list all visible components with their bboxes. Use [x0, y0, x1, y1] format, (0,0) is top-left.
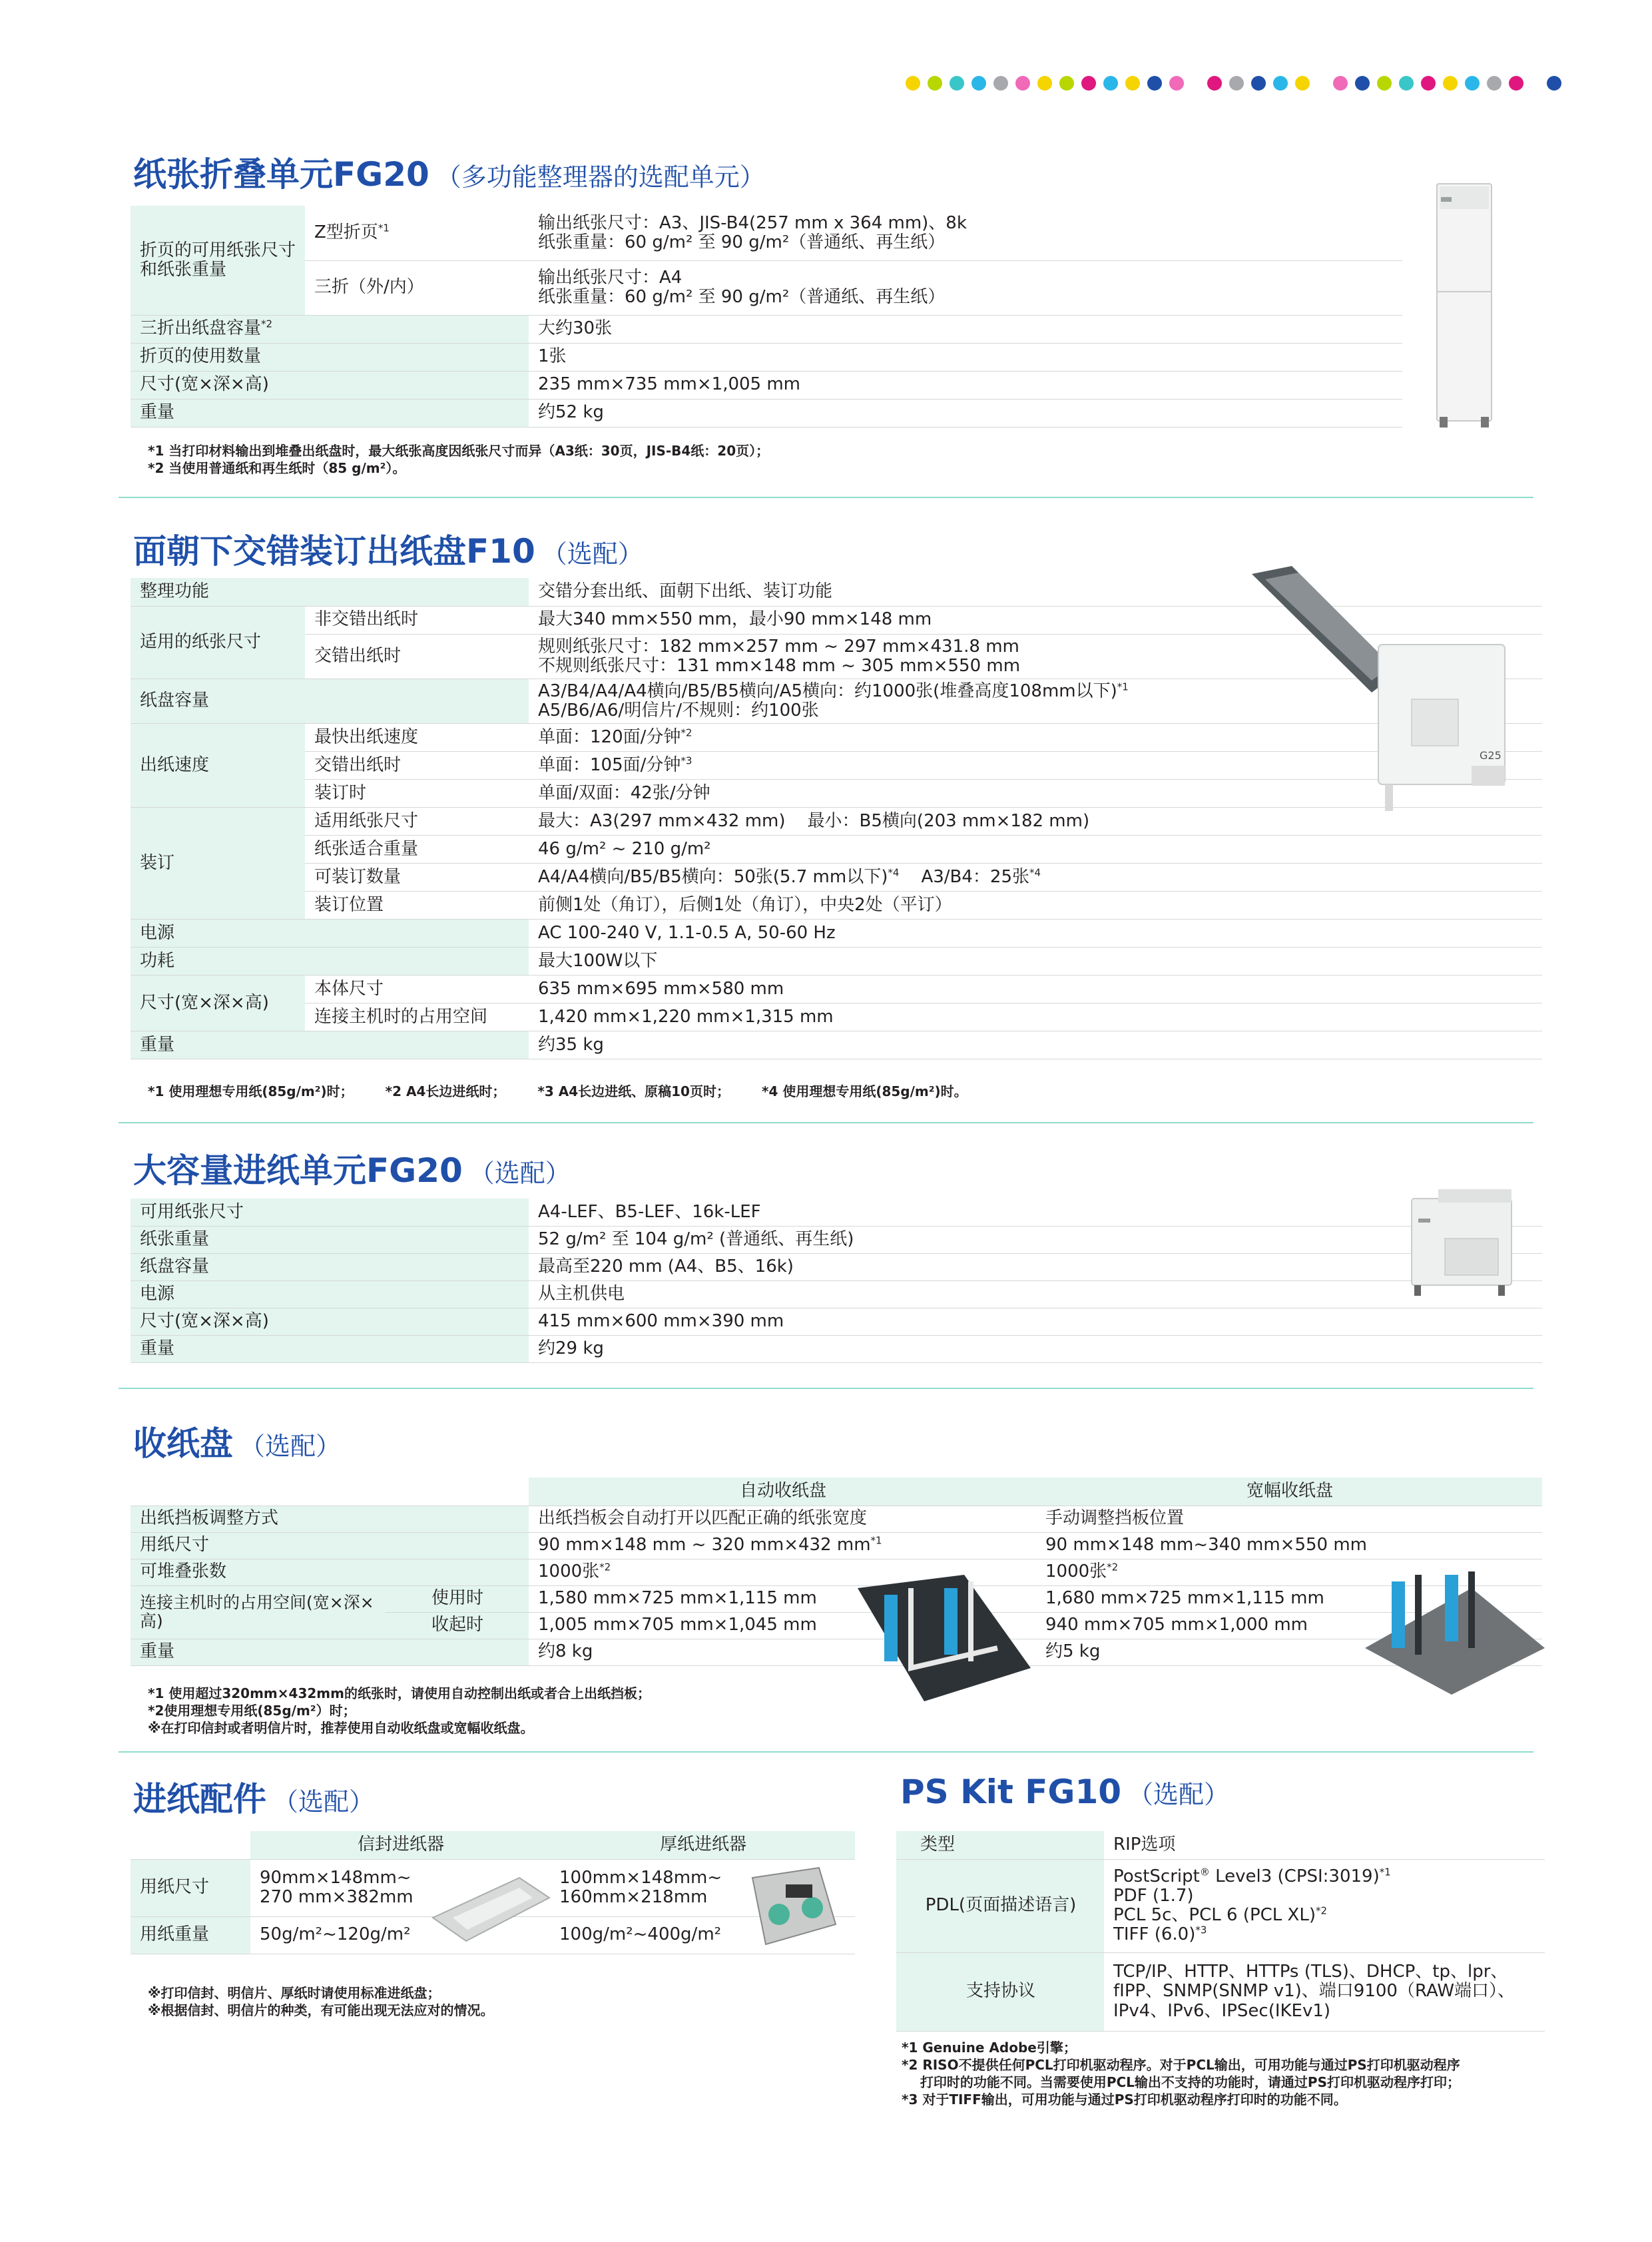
- decorative-dot: [1547, 76, 1561, 91]
- cell-value: 单面/双面：42张/分钟: [529, 779, 1542, 807]
- footnotes: ※打印信封、明信片、厚纸时请使用标准进纸盘； ※根据信封、明信片的种类，有可能出现无法应对的情况。: [148, 1985, 494, 2018]
- cell-value: 最大340 mm×550 mm，最小90 mm×148 mm: [529, 606, 1542, 634]
- sub-label: 装订位置: [305, 891, 529, 919]
- title-subtitle: （选配）: [240, 1432, 342, 1461]
- section-title-offset-tray: [133, 525, 643, 573]
- cell-value: 1000张$^{*2}$: [1036, 1559, 1542, 1585]
- decorative-dot: [1333, 76, 1348, 91]
- decorative-dot: [1295, 76, 1310, 91]
- sub-label: 非交错出纸时: [305, 606, 529, 634]
- title-text: 大容量进纸单元FG20: [133, 1151, 463, 1190]
- decorative-dot: [1399, 76, 1414, 91]
- section-title-feed-accessories: [133, 1773, 374, 1821]
- row-label: 可堆叠张数: [131, 1559, 529, 1585]
- sub-label: 本体尺寸: [305, 975, 529, 1003]
- cell-value: 100g/m²~400g/m²: [550, 1916, 855, 1954]
- decorative-dot: [1509, 76, 1523, 91]
- cell-value: 1,005 mm×705 mm×1,045 mm: [529, 1612, 1036, 1639]
- row-label: 电源: [131, 1280, 529, 1308]
- cell-value: 100mm×148mm~ 160mm×218mm: [550, 1859, 855, 1916]
- sub-label: 三折（外/内）: [305, 260, 529, 315]
- table-row: [131, 1226, 1542, 1253]
- cell-value: 大约30张: [529, 315, 1402, 343]
- decorative-dot: [1443, 76, 1458, 91]
- cell-value: 规则纸张尺寸：182 mm×257 mm ~ 297 mm×431.8 mm 不规则纸张尺寸：131 mm×148 mm ~ 305 mm×550 mm: [529, 634, 1542, 679]
- sub-label: Z型折页$^{*1}$: [305, 206, 529, 260]
- sub-label: 适用纸张尺寸: [305, 807, 529, 835]
- sub-label: 交错出纸时: [305, 751, 529, 779]
- table-row: [131, 1335, 1542, 1362]
- title-text: 收纸盘: [133, 1424, 233, 1463]
- column-header-thick: 厚纸进纸器: [550, 1831, 855, 1859]
- table-row: [131, 1280, 1542, 1308]
- cell-value: PostScript® Level3 (CPSI:3019)$^{*1}$ PDF (1.7) PCL 5c、PCL 6 (PCL XL)$^{*2}$ TIFF $(6.0)^{*3}$: [1104, 1859, 1545, 1952]
- title-text: 面朝下交错装订出纸盘F10: [133, 532, 535, 571]
- cell-value: 1,580 mm×725 mm×1,115 mm: [529, 1585, 1036, 1612]
- sub-label: 收起时: [385, 1612, 529, 1639]
- cell-value: 940 mm×705 mm×1,000 mm: [1036, 1612, 1542, 1639]
- section-divider: [119, 1388, 1533, 1389]
- cell-value: 1000张$^{*2}$: [529, 1559, 1036, 1585]
- footnotes: *1 当打印材料输出到堆叠出纸盘时，最大纸张高度因纸张尺寸而异（A3纸：30页，JIS-B4纸：20页）； *2 当使用普通纸和再生纸时（85 g/m²）。: [148, 443, 770, 476]
- row-label: 装订: [131, 807, 305, 919]
- cell-value: 最高至220 mm (A4、B5、16k): [529, 1253, 1542, 1280]
- footnotes: *1 使用超过320mm×432mm的纸张时，请使用自动控制出纸或者合上出纸挡板； *2使用理想专用纸(85g/m²）时； ※在打印信封或者明信片时，推荐使用自动收纸盘或宽幅收纸盘。: [148, 1685, 651, 1736]
- cell-value: 最大100W以下: [529, 947, 1542, 975]
- row-label: 出纸挡板调整方式: [131, 1506, 529, 1532]
- cell-value: 约52 kg: [529, 399, 1402, 427]
- row-label: 适用的纸张尺寸: [131, 606, 305, 679]
- cell-value: AC 100-240 V, 1.1-0.5 A, 50-60 Hz: [529, 919, 1542, 947]
- row-label: 折页的使用数量: [131, 343, 529, 371]
- title-text: 纸张折叠单元FG20: [133, 155, 429, 194]
- cell-value: 单面：120面/分钟$^{*2}$: [529, 723, 1542, 751]
- row-label: 尺寸(宽×深×高): [131, 975, 305, 1031]
- decorative-dot: [971, 76, 986, 91]
- decorative-dot: [1355, 76, 1370, 91]
- decorative-dot: [906, 76, 920, 91]
- decorative-dot: [1273, 76, 1288, 91]
- decorative-dot: [1147, 76, 1162, 91]
- section-title-stacking-tray: [133, 1417, 341, 1465]
- cell-value: 635 mm×695 mm×580 mm: [529, 975, 1542, 1003]
- sub-label: 连接主机时的占用空间: [305, 1003, 529, 1031]
- sub-label: 最快出纸速度: [305, 723, 529, 751]
- section-title-ps-kit: [900, 1773, 1229, 1811]
- spec-table-large-feed: [131, 1199, 1542, 1363]
- column-header-wide: 宽幅收纸盘: [1036, 1478, 1542, 1506]
- row-label: 三折出纸盘容量$^{*2}$: [131, 315, 529, 343]
- row-label: 尺寸(宽×深×高): [131, 371, 529, 399]
- cell-value: RIP选项: [1104, 1831, 1545, 1859]
- row-label: 功耗: [131, 947, 529, 975]
- cell-value: 从主机供电: [529, 1280, 1542, 1308]
- decorative-dot: [1207, 76, 1222, 91]
- cell-value: 单面：105面/分钟$^{*3}$: [529, 751, 1542, 779]
- row-label: 用纸尺寸: [131, 1532, 529, 1559]
- cell-value: 90mm×148mm~ 270 mm×382mm: [250, 1859, 550, 1916]
- cell-value: 90 mm×148 mm ~ 320 mm×432 $mm^{*1}$: [529, 1532, 1036, 1559]
- large-feed-unit-image: [1405, 1185, 1518, 1305]
- title-text: PS Kit FG10: [900, 1773, 1122, 1811]
- decorative-dot: [1103, 76, 1118, 91]
- column-header-envelope: 信封进纸器: [250, 1831, 550, 1859]
- footnotes: *1 Genuine Adobe引擎； *2 RISO不提供任何PCL打印机驱动程序。对于PCL输出，可用功能与通过PS打印机驱动程序 打印时的功能不同。当需要使用PCL输出不支持的功能时，请通过PS打印机驱动程序打印； *3 对于TIFF输出，可用功能与通过PS打印机驱动程序打印时的功能不同。: [902, 2040, 1460, 2107]
- title-subtitle: （选配）: [273, 1787, 375, 1817]
- column-header-auto: 自动收纸盘: [529, 1478, 1036, 1506]
- row-label: 可用纸张尺寸: [131, 1199, 529, 1226]
- decorative-dot: [1081, 76, 1096, 91]
- cell-value: 415 mm×600 mm×390 mm: [529, 1308, 1542, 1335]
- row-label: 出纸速度: [131, 723, 305, 807]
- row-label: 重量: [131, 1031, 529, 1059]
- sub-label: 装订时: [305, 779, 529, 807]
- decorative-dot: [1465, 76, 1480, 91]
- title-subtitle: （选配）: [1128, 1780, 1230, 1809]
- cell-value: 1,680 mm×725 mm×1,115 mm: [1036, 1585, 1542, 1612]
- cell-value: 最大：A3(297 mm×432 mm) 最小：B5横向(203 mm×182 mm): [529, 807, 1542, 835]
- sub-label: 使用时: [385, 1585, 529, 1612]
- row-label: 电源: [131, 919, 529, 947]
- spec-table-folding-unit: [131, 206, 1402, 427]
- decorative-dots: [906, 76, 1571, 93]
- decorative-dot: [1421, 76, 1436, 91]
- decorative-dot: [928, 76, 942, 91]
- row-label: 类型: [896, 1831, 1104, 1859]
- wide-stacking-tray-image: [1358, 1568, 1551, 1701]
- thick-paper-feeder-image: [739, 1864, 839, 1951]
- decorative-dot: [1487, 76, 1502, 91]
- row-label: 重量: [131, 1639, 529, 1665]
- title-subtitle: （多功能整理器的选配单元）: [435, 162, 765, 192]
- cell-value: 约35 kg: [529, 1031, 1542, 1059]
- section-title-folding-unit: [133, 148, 765, 196]
- decorative-dot: [1229, 76, 1244, 91]
- cell-value: 1,420 mm×1,220 mm×1,315 mm: [529, 1003, 1542, 1031]
- row-label: 纸盘容量: [131, 1253, 529, 1280]
- offset-tray-image: [1245, 566, 1518, 826]
- row-label: 用纸重量: [131, 1916, 250, 1954]
- cell-value: 50g/m²~120g/m²: [250, 1916, 550, 1954]
- decorative-dot: [1169, 76, 1184, 91]
- row-label: 尺寸(宽×深×高): [131, 1308, 529, 1335]
- section-title-large-feed: [133, 1144, 571, 1192]
- decorative-dot: [1037, 76, 1052, 91]
- sub-label: 交错出纸时: [305, 634, 529, 679]
- row-label: 纸盘容量: [131, 679, 529, 723]
- cell-value: 输出纸张尺寸：A4 纸张重量：60 g/m² 至 90 g/m²（普通纸、再生纸）: [529, 260, 1402, 315]
- cell-value: TCP/IP、HTTP、HTTPs (TLS)、DHCP、tp、lpr、 fIPP、SNMP(SNMP v1)、端口9100（RAW端口）、 IPv4、IPv6、IPSec(IKEv1): [1104, 1952, 1545, 2031]
- row-label: 连接主机时的占用空间(宽×深×高): [131, 1585, 385, 1639]
- title-subtitle: （选配）: [541, 539, 643, 569]
- decorative-dot: [1125, 76, 1140, 91]
- cell-value: 约29 kg: [529, 1335, 1542, 1362]
- footnotes: *1 使用理想专用纸(85g/m²)时； *2 A4长边进纸时； *3 A4长边进纸、原稿10页时； *4 使用理想专用纸(85g/m²)时。: [148, 1083, 967, 1099]
- header-blank: [131, 1831, 250, 1859]
- row-label: 支持协议: [896, 1952, 1104, 2031]
- cell-value: 手动调整挡板位置: [1036, 1506, 1542, 1532]
- decorative-dot: [1251, 76, 1266, 91]
- decorative-dot: [950, 76, 964, 91]
- cell-value: 出纸挡板会自动打开以匹配正确的纸张宽度: [529, 1506, 1036, 1532]
- cell-value: 90 mm×148 mm~340 mm×550 mm: [1036, 1532, 1542, 1559]
- row-label: 折页的可用纸张尺寸和纸张重量: [131, 206, 305, 315]
- decorative-dot: [1377, 76, 1392, 91]
- section-divider: [119, 497, 1533, 498]
- sub-label: 纸张适合重量: [305, 835, 529, 863]
- decorative-dot: [1015, 76, 1030, 91]
- row-label: PDL(页面描述语言): [896, 1859, 1104, 1952]
- title-subtitle: （选配）: [469, 1159, 571, 1188]
- spec-table-stacking-tray: [131, 1478, 1542, 1666]
- decorative-dot: [993, 76, 1008, 91]
- spec-table-ps-kit: [896, 1831, 1545, 2032]
- section-divider: [119, 1122, 1533, 1123]
- cell-value: 46 g/m² ~ 210 g/m²: [529, 835, 1542, 863]
- row-label: 用纸尺寸: [131, 1859, 250, 1916]
- cell-value: 约8 kg: [529, 1639, 1036, 1665]
- cell-value: 交错分套出纸、面朝下出纸、装订功能: [529, 578, 1542, 606]
- table-row: [131, 1199, 1542, 1226]
- device-label: G25: [1480, 749, 1502, 762]
- row-label: 纸张重量: [131, 1226, 529, 1253]
- auto-stacking-tray-image: [844, 1568, 1044, 1715]
- folding-unit-image: [1425, 180, 1505, 439]
- cell-value: 235 mm×735 mm×1,005 mm: [529, 371, 1402, 399]
- row-label: 重量: [131, 1335, 529, 1362]
- cell-value: A4-LEF、B5-LEF、16k-LEF: [529, 1199, 1542, 1226]
- cell-value: 约5 kg: [1036, 1639, 1542, 1665]
- sub-label: 可装订数量: [305, 863, 529, 891]
- row-label: 整理功能: [131, 578, 529, 606]
- table-row: [131, 1308, 1542, 1335]
- header-blank: [131, 1478, 529, 1506]
- decorative-dot: [1059, 76, 1074, 91]
- cell-value: 输出纸张尺寸：A3、JIS-B4(257 mm x 364 mm)、8k 纸张重量：60 g/m² 至 90 g/m²（普通纸、再生纸）: [529, 206, 1402, 260]
- title-text: 进纸配件: [133, 1780, 266, 1819]
- cell-value: 1张: [529, 343, 1402, 371]
- cell-value: A3/B4/A4/A4横向/B5/B5横向/A5横向：约1000张(堆叠高度108mm以下)$^{*1}$ A5/B6/A6/明信片/不规则：约100张: [529, 679, 1542, 723]
- cell-value: A4/A4横向/B5/B5横向：50张(5.7 mm以下)$^{*4}$ A3/B4：25张$^{*4}$: [529, 863, 1542, 891]
- section-divider: [119, 1751, 1533, 1753]
- row-label: 重量: [131, 399, 529, 427]
- envelope-feeder-image: [426, 1871, 553, 1944]
- cell-value: 52 g/m² 至 104 g/m² (普通纸、再生纸): [529, 1226, 1542, 1253]
- table-row: [131, 1253, 1542, 1280]
- cell-value: 前侧1处（角订），后侧1处（角订），中央2处（平订）: [529, 891, 1542, 919]
